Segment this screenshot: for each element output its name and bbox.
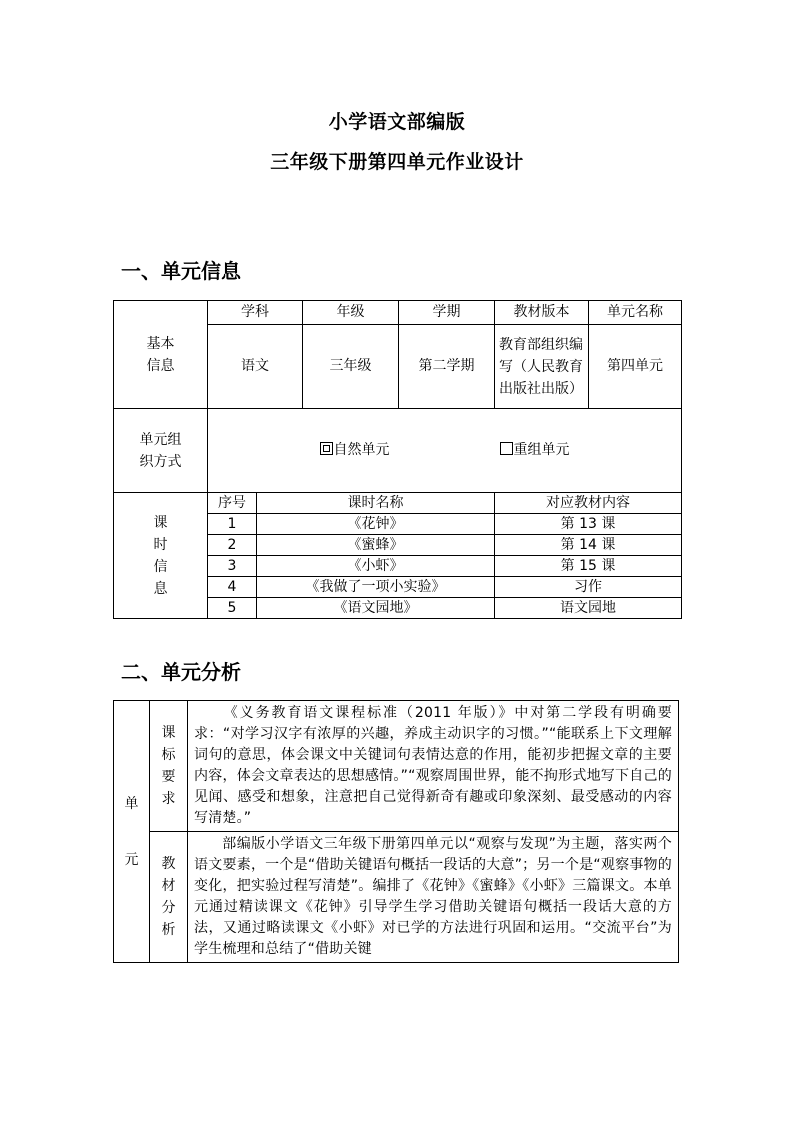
lessons-header-name: 课时名称 <box>257 493 495 514</box>
option-regrouped-unit-label: 重组单元 <box>513 442 570 459</box>
curriculum-paragraph: 《义务教育语文课程标准（2011 年版）》中对第二学段有明确要求：“对学习汉字有浓厚的兴趣，养成主动识字的习惯。”“能联系上下文理解词句的意思，体会课文中关键词句表情达意的作用，能初步把握文章的主要内容，体会文章表达的思想感情。”“观察周围世界，能不拘形式地写下自己的见闻、感受和想象，注意把自己觉得新奇有趣或印象深刻、最受感动的内容写清楚。” <box>194 705 672 826</box>
header-subject: 学科 <box>208 301 303 325</box>
section-heading-unit-analysis: 二、单元分析 <box>121 660 241 684</box>
document-title: 小学语文部编版 <box>328 111 466 133</box>
value-unit-name: 第四单元 <box>589 325 682 409</box>
textbook-analysis-paragraph: 部编版小学语文三年级下册第四单元以“观察与发现”为主题，落实两个语文要素，一个是“借助关键语句概括一段话的大意”；另一个是“观察事物的变化，把实验过程写清楚”。编排了《花钟》《蜜蜂》《小虾》三篇课文。本单元通过精读课文《花钟》引导学生学习借助关键语句概括一段话大意的方法，又通过略读课文《小虾》对已学的方法进行巩固和运用。“交流平台”为学生梳理和总结了“借助关键 <box>194 836 672 957</box>
lesson-name: 《语文园地》 <box>257 598 495 619</box>
curriculum-label-text: 课标要求 <box>161 725 176 807</box>
header-textbook: 教材版本 <box>495 301 589 325</box>
lesson-no: 3 <box>208 556 257 577</box>
organization-options <box>208 409 682 493</box>
lesson-no: 2 <box>208 535 257 556</box>
lesson-no: 1 <box>208 514 257 535</box>
value-grade: 三年级 <box>303 325 399 409</box>
organization-label-text: 单元组织方式 <box>139 431 182 470</box>
section-heading-unit-info: 一、单元信息 <box>121 259 241 283</box>
lesson-content: 习作 <box>495 577 682 598</box>
textbook-analysis-label <box>150 832 188 963</box>
lesson-no: 5 <box>208 598 257 619</box>
unit-analysis-table <box>113 700 679 963</box>
checkbox-icon <box>500 442 513 455</box>
header-unit-name: 单元名称 <box>589 301 682 325</box>
value-subject: 语文 <box>208 325 303 409</box>
lessons-header-content: 对应教材内容 <box>495 493 682 514</box>
unit-label <box>114 701 150 963</box>
organization-label <box>114 409 208 493</box>
curriculum-label <box>150 701 188 832</box>
lesson-name: 《花钟》 <box>257 514 495 535</box>
option-natural-unit-label: 自然单元 <box>333 442 390 459</box>
option-natural-unit[interactable] <box>320 441 390 459</box>
lesson-name: 《蜜蜂》 <box>257 535 495 556</box>
lessons-label <box>114 493 208 619</box>
lesson-content: 第 14 课 <box>495 535 682 556</box>
lessons-label-text: 课时信息 <box>153 514 168 597</box>
lessons-header-no: 序号 <box>208 493 257 514</box>
option-regrouped-unit[interactable] <box>500 441 570 459</box>
lesson-name: 《我做了一项小实验》 <box>257 577 495 598</box>
curriculum-text <box>188 701 679 832</box>
value-semester: 第二学期 <box>399 325 495 409</box>
lesson-content: 第 15 课 <box>495 556 682 577</box>
lesson-content: 语文园地 <box>495 598 682 619</box>
unit-label-text: 单元 <box>124 795 139 868</box>
textbook-analysis-text <box>188 832 679 963</box>
value-textbook: 教育部组织编写（人民教育出版社出版） <box>495 325 589 409</box>
lesson-name: 《小虾》 <box>257 556 495 577</box>
lesson-content: 第 13 课 <box>495 514 682 535</box>
unit-info-table <box>113 300 682 619</box>
header-semester: 学期 <box>399 301 495 325</box>
basic-info-label <box>114 301 208 409</box>
basic-info-label-text: 基本 信息 <box>146 335 175 374</box>
document-subtitle: 三年级下册第四单元作业设计 <box>270 151 524 173</box>
textbook-analysis-label-text: 教材分析 <box>161 856 176 938</box>
lesson-no: 4 <box>208 577 257 598</box>
checked-box-icon <box>320 442 333 455</box>
header-grade: 年级 <box>303 301 399 325</box>
